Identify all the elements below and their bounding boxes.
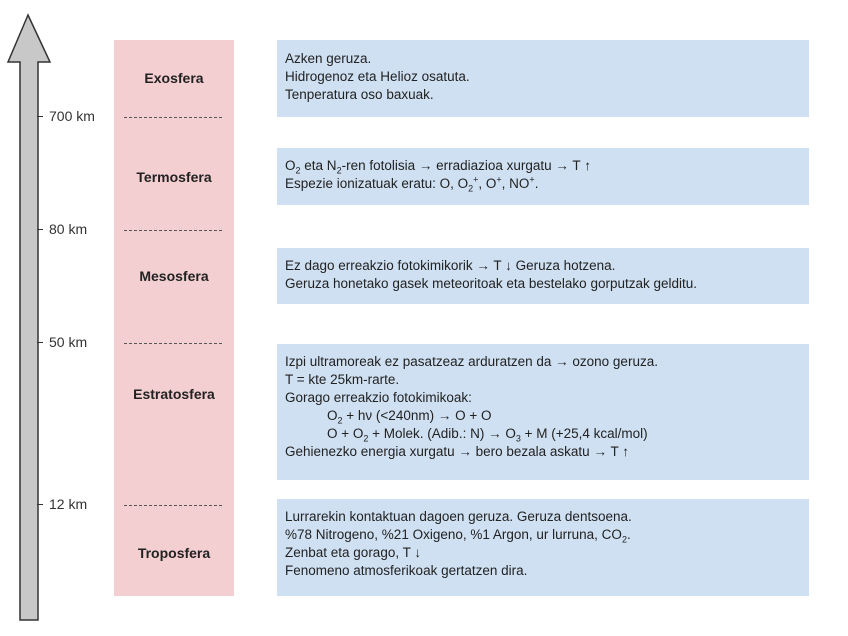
reaction-line: $O + O_2$ + Molek. (Adib.: $N) \to O_3 + M$ (+25,4 kcal/mol) <box>327 426 648 444</box>
troposfera-description <box>277 499 809 596</box>
layer-name-estratosfera: Estratosfera <box>133 386 215 402</box>
description-line: Fenomeno atmosferikoak gertatzen dira. <box>285 563 528 578</box>
description-line: Lurrarekin kontaktuan dagoen geruza. Geruza dentsoena. <box>285 509 632 524</box>
description-line: Hidrogenoz eta Helioz osatuta. <box>285 69 470 84</box>
altitude-arrow <box>0 0 60 636</box>
boundary-line-700km <box>124 117 222 118</box>
estratosfera-description <box>277 344 809 480</box>
boundary-line-80km <box>124 230 222 231</box>
description-line: Geruza honetako gasek meteoritoak eta bestelako gorputzak gelditu. <box>285 276 698 291</box>
layer-name-mesosfera: Mesosfera <box>139 268 209 284</box>
altitude-label-50km: 50 km <box>40 334 87 350</box>
description-line: Zenbat eta gorago, T ↓ <box>285 545 422 560</box>
description-line: $O_2$ eta $N_2$-ren fotolisia → erradiazioa xurgatu → T ↑ <box>285 158 591 176</box>
exosfera-description <box>277 40 809 117</box>
description-line: Gehienezko energia xurgatu → bero bezala askatu → T ↑ <box>285 444 629 459</box>
description-line: Izpi ultramoreak ez pasatzeaz arduratzen da → ozono geruza. <box>285 354 658 369</box>
reaction-line: $O_2 + h\nu$ (<240nm) → O + O <box>327 408 492 426</box>
layer-name-termosfera: Termosfera <box>136 169 212 185</box>
termosfera-description <box>277 148 809 205</box>
boundary-line-12km <box>124 505 222 506</box>
description-line: Tenperatura oso baxuak. <box>285 87 434 102</box>
altitude-label-80km: 80 km <box>40 221 87 237</box>
description-line: Azken geruza. <box>285 51 372 66</box>
layer-name-troposfera: Troposfera <box>137 545 211 561</box>
description-line: Espezie ionizatuak eratu: O, $O_2^+$, O+, NO+. <box>285 174 539 194</box>
altitude-label-700km: 700 km <box>40 108 95 124</box>
layer-name-exosfera: Exosfera <box>144 70 204 86</box>
mesosfera-description <box>277 248 809 304</box>
description-line: Gorago erreakzio fotokimikoak: <box>285 390 472 405</box>
layer-column <box>114 40 234 596</box>
description-line: Ez dago erreakzio fotokimikorik → T ↓ Geruza hotzena. <box>285 258 616 273</box>
altitude-label-12km: 12 km <box>40 496 87 512</box>
description-line: T = kte 25km-rarte. <box>285 372 400 387</box>
boundary-line-50km <box>124 343 222 344</box>
description-line: %78 Nitrogeno, %21 Oxigeno, %1 Argon, ur lurruna, $CO_2$. <box>285 527 631 545</box>
